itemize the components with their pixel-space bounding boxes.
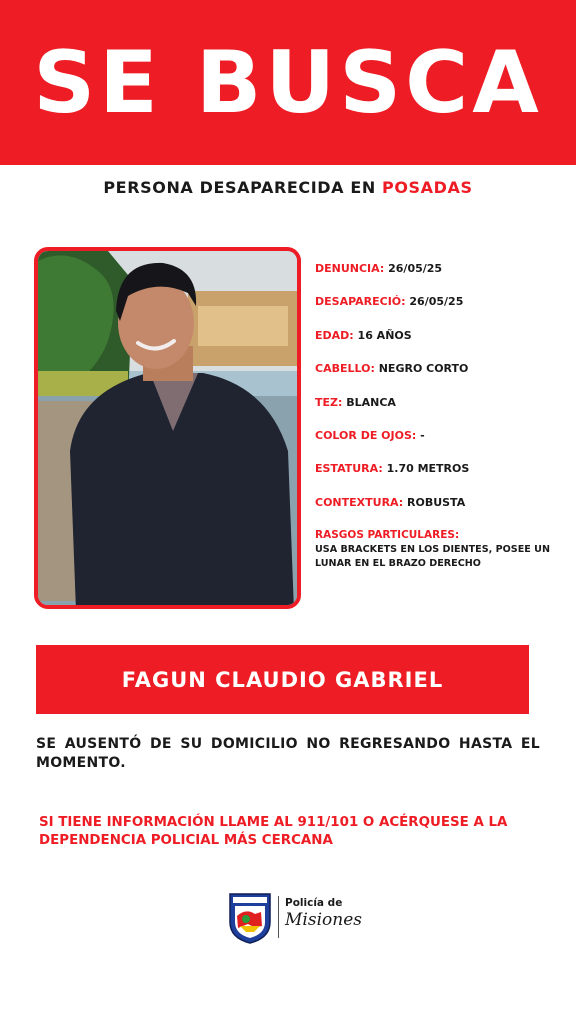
subtitle-location: POSADAS: [382, 178, 473, 197]
detail-value: ROBUSTA: [407, 495, 466, 509]
rasgos-text: USA BRACKETS EN LOS DIENTES, POSEE UN LUNAR EN EL BRAZO DERECHO: [315, 544, 550, 570]
detail-estatura: [315, 462, 565, 495]
detail-label: TEZ:: [315, 395, 343, 409]
detail-value: NEGRO CORTO: [378, 362, 469, 376]
detail-tez: [315, 396, 565, 429]
detail-value: -: [420, 428, 425, 442]
police-logo: [228, 892, 362, 944]
detail-label: CONTEXTURA:: [315, 495, 404, 509]
page-title: SE BUSCA: [33, 32, 543, 133]
header-banner: [0, 0, 576, 165]
detail-label: EDAD:: [315, 328, 354, 342]
detail-label: DESAPARECIÓ:: [315, 295, 406, 309]
details-panel: [315, 262, 565, 571]
detail-value: 26/05/25: [388, 262, 443, 275]
detail-desaparecio: [315, 295, 565, 328]
detail-label: DENUNCIA:: [315, 262, 385, 275]
detail-denuncia: [315, 262, 565, 295]
detail-value: BLANCA: [346, 395, 396, 409]
detail-cabello: [315, 362, 565, 395]
detail-value: 16 AÑOS: [357, 328, 412, 342]
detail-color-de-ojos: [315, 429, 565, 462]
name-banner: [36, 645, 529, 714]
detail-label: ESTATURA:: [315, 462, 383, 476]
detail-contextura: [315, 496, 565, 529]
subtitle-text: PERSONA DESAPARECIDA EN: [103, 178, 383, 197]
logo-divider: [278, 896, 279, 938]
org-name-line2: Misiones: [285, 910, 362, 930]
rasgos-label: RASGOS PARTICULARES:: [315, 529, 460, 542]
contact-instructions: SI TIENE INFORMACIÓN LLAME AL 911/101 O ACÉRQUESE A LA DEPENDENCIA POLICIAL MÁS CERCANA: [39, 815, 508, 848]
org-name-line1: Policía de: [285, 897, 343, 909]
photo-illustration: [38, 251, 297, 605]
detail-value: 1.70 METROS: [386, 462, 470, 476]
subtitle: [0, 178, 576, 197]
detail-label: COLOR DE OJOS:: [315, 428, 417, 442]
police-shield-icon: [228, 892, 272, 944]
missing-person-photo: [34, 247, 301, 609]
detail-value: 26/05/25: [409, 295, 464, 309]
absence-statement: SE AUSENTÓ DE SU DOMICILIO NO REGRESANDO HASTA EL MOMENTO.: [36, 736, 540, 771]
detail-edad: [315, 329, 565, 362]
person-name: FAGUN CLAUDIO GABRIEL: [121, 667, 444, 692]
detail-label: CABELLO:: [315, 362, 375, 376]
